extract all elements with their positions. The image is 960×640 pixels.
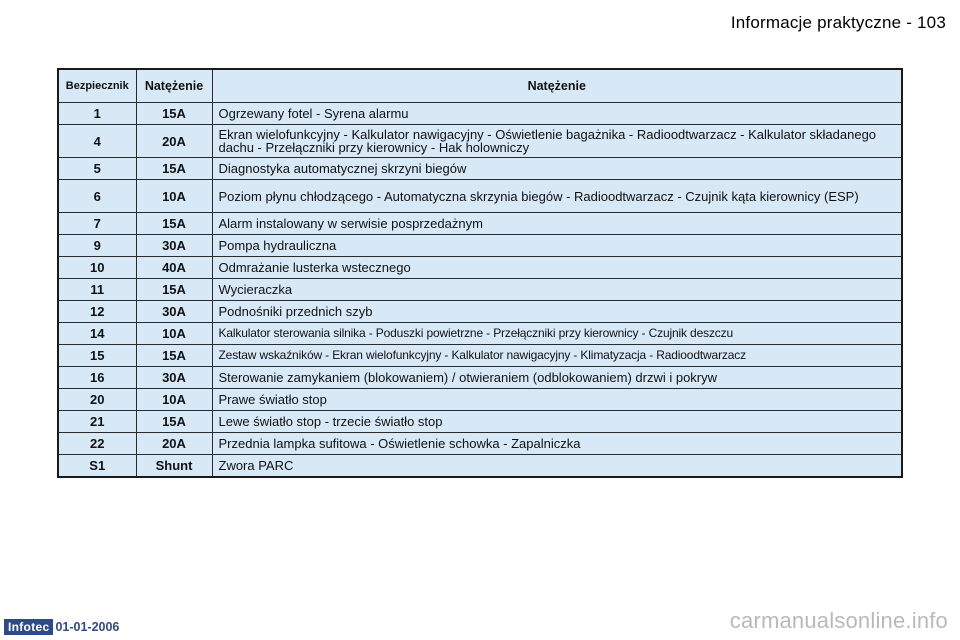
fuse-function: Zestaw wskaźników - Ekran wielofunkcyjny - Kalkulator nawigacyjny - Klimatyzacja - Radioodtwarzacz xyxy=(212,345,902,367)
page-title: Informacje praktyczne - 103 xyxy=(730,13,946,32)
header-fuse: Bezpiecznik xyxy=(58,69,136,103)
table-row xyxy=(58,279,902,301)
fuse-amperage: 15A xyxy=(136,279,212,301)
fuse-function: Sterowanie zamykaniem (blokowaniem) / otwieraniem (odblokowaniem) drzwi i pokryw xyxy=(212,367,902,389)
fuse-amperage: 15A xyxy=(136,213,212,235)
fuse-amperage: 30A xyxy=(136,367,212,389)
table-row xyxy=(58,125,902,158)
table-row xyxy=(58,235,902,257)
fuse-number: 10 xyxy=(58,257,136,279)
fuse-amperage: 10A xyxy=(136,389,212,411)
fuse-number: 14 xyxy=(58,323,136,345)
fuse-number: 9 xyxy=(58,235,136,257)
fuse-number: 1 xyxy=(58,103,136,125)
fuse-function: Alarm instalowany w serwisie posprzedażnym xyxy=(212,213,902,235)
table-row xyxy=(58,345,902,367)
header-function: Natężenie xyxy=(212,69,902,103)
fuse-function: Ogrzewany fotel - Syrena alarmu xyxy=(212,103,902,125)
fuse-function: Pompa hydrauliczna xyxy=(212,235,902,257)
table-row xyxy=(58,180,902,213)
fuse-amperage: 30A xyxy=(136,235,212,257)
fuse-amperage: 20A xyxy=(136,125,212,158)
header-amperage: Natężenie xyxy=(136,69,212,103)
fuse-function: Wycieraczka xyxy=(212,279,902,301)
fuse-number: 15 xyxy=(58,345,136,367)
fuse-function: Kalkulator sterowania silnika - Poduszki powietrzne - Przełączniki przy kierownicy - Czujnik deszczu xyxy=(212,323,902,345)
fuse-number: 6 xyxy=(58,180,136,213)
fuse-number: 22 xyxy=(58,433,136,455)
table-row xyxy=(58,257,902,279)
fuse-function: Ekran wielofunkcyjny - Kalkulator nawigacyjny - Oświetlenie bagażnika - Radioodtwarzacz - Kalkulator składanego dachu - Przełączniki przy kierownicy - Hak holowniczy xyxy=(212,125,902,158)
fuse-number: 21 xyxy=(58,411,136,433)
fuse-amperage: Shunt xyxy=(136,455,212,477)
fuse-function: Przednia lampka sufitowa - Oświetlenie schowka - Zapalniczka xyxy=(212,433,902,455)
table-row xyxy=(58,213,902,235)
fuse-amperage: 30A xyxy=(136,301,212,323)
table-row xyxy=(58,323,902,345)
fuse-number: 16 xyxy=(58,367,136,389)
table-row xyxy=(58,158,902,180)
table-row xyxy=(58,455,902,477)
fuse-number: 20 xyxy=(58,389,136,411)
table-row xyxy=(58,389,902,411)
fuse-function: Poziom płynu chłodzącego - Automatyczna skrzynia biegów - Radioodtwarzacz - Czujnik kąta kierownicy (ESP) xyxy=(212,180,902,213)
fuse-amperage: 15A xyxy=(136,158,212,180)
table-row xyxy=(58,367,902,389)
fuse-amperage: 10A xyxy=(136,323,212,345)
fuse-function: Prawe światło stop xyxy=(212,389,902,411)
infotec-logo: Infotec xyxy=(4,619,53,635)
fuse-number: 7 xyxy=(58,213,136,235)
fuse-function: Odmrażanie lusterka wstecznego xyxy=(212,257,902,279)
table-row xyxy=(58,301,902,323)
fuse-number: 11 xyxy=(58,279,136,301)
fuse-table xyxy=(57,68,903,478)
footer-date: 01-01-2006 xyxy=(55,620,120,634)
fuse-function: Diagnostyka automatycznej skrzyni biegów xyxy=(212,158,902,180)
fuse-number: S1 xyxy=(58,455,136,477)
table-row xyxy=(58,433,902,455)
fuse-amperage: 10A xyxy=(136,180,212,213)
watermark: carmanualsonline.info xyxy=(729,608,948,633)
table-header-row xyxy=(58,69,902,103)
fuse-amperage: 15A xyxy=(136,345,212,367)
fuse-function: Lewe światło stop - trzecie światło stop xyxy=(212,411,902,433)
fuse-amperage: 20A xyxy=(136,433,212,455)
fuse-number: 4 xyxy=(58,125,136,158)
fuse-amperage: 15A xyxy=(136,103,212,125)
fuse-function: Podnośniki przednich szyb xyxy=(212,301,902,323)
table-row xyxy=(58,411,902,433)
fuse-number: 12 xyxy=(58,301,136,323)
footer-logo xyxy=(4,619,119,635)
fuse-amperage: 15A xyxy=(136,411,212,433)
fuse-amperage: 40A xyxy=(136,257,212,279)
table-row xyxy=(58,103,902,125)
fuse-number: 5 xyxy=(58,158,136,180)
fuse-function: Zwora PARC xyxy=(212,455,902,477)
